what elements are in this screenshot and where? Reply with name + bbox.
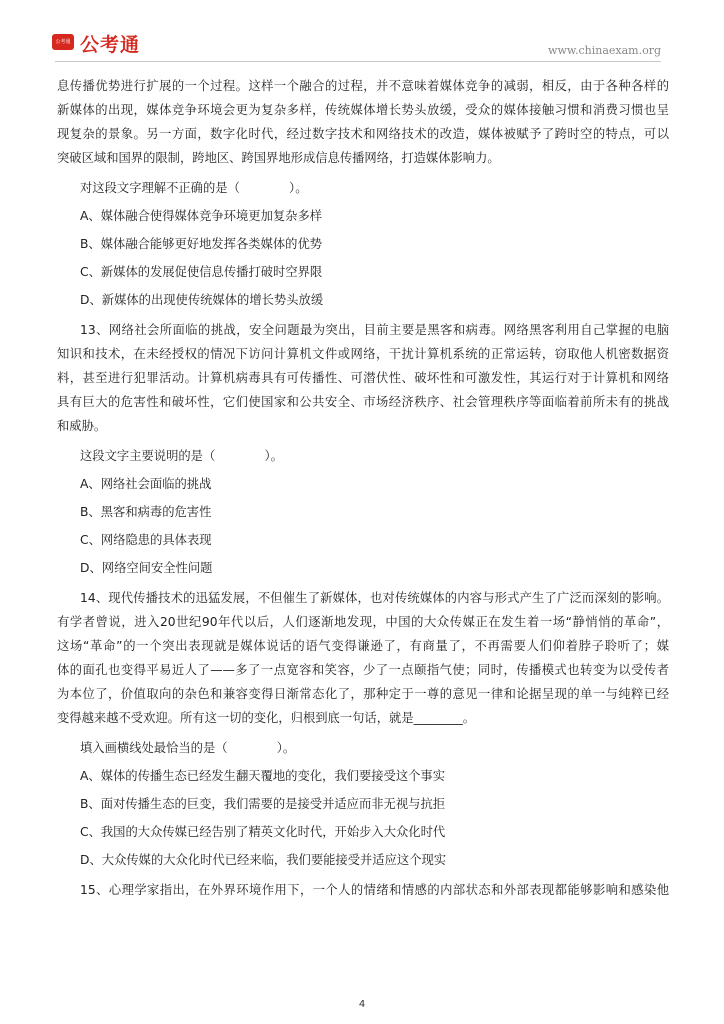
option-c: C、新媒体的发展促使信息传播打破时空界限 [80, 265, 323, 279]
option-c: C、网络隐患的具体表现 [80, 533, 212, 547]
passage-line: 为本位了，价值取向的杂色和兼容变得日渐常态化了，那种定于一尊的意见一律和论据呈现的单一与纯粹已经 [57, 687, 669, 701]
passage-line: 知识和技术，在未经授权的情况下访问计算机文件或网络，干扰计算机系统的正常运转，窃取他人机密数据资 [57, 347, 669, 361]
option-a: A、网络社会面临的挑战 [80, 477, 212, 491]
question-prompt: 对这段文字理解不正确的是（ ）。 [80, 181, 308, 195]
passage-line: 13、网络社会所面临的挑战，安全问题最为突出，目前主要是黑客和病毒。网络黑客利用自己掌握的电脑 [80, 323, 669, 337]
logo-text: 公考通 [80, 34, 141, 56]
option-d: D、大众传媒的大众化时代已经来临，我们要能接受并适应这个现实 [80, 853, 447, 867]
question-prompt: 填入画横线处最恰当的是（ ）。 [80, 741, 296, 755]
passage-line: 体的面孔也变得平易近人了——多了一点宽容和笑容，少了一点颐指气使；同时，传播模式也转变为以受传者 [57, 663, 669, 677]
passage-line: 新媒体的出现，媒体竞争环境会更为复杂多样，传统媒体增长势头放缓，受众的媒体接触习惯和消费习惯也呈 [57, 103, 669, 117]
site-url[interactable]: www.chinaexam.org [548, 44, 661, 57]
passage-line: 息传播优势进行扩展的一个过程。这样一个融合的过程，并不意味着媒体竞争的减弱，相反，由于各种各样的 [57, 79, 669, 93]
question-prompt: 这段文字主要说明的是（ ）。 [80, 449, 283, 463]
document-body [57, 74, 669, 902]
option-b: B、黑客和病毒的危害性 [80, 505, 212, 519]
passage-line: 变得越来越不受欢迎。所有这一切的变化，归根到底一句话，就是________。 [57, 711, 476, 725]
option-a: A、媒体的传播生态已经发生翻天覆地的变化，我们要接受这个事实 [80, 769, 446, 783]
logo-badge-icon: 公考通 [52, 34, 74, 50]
passage-line: 有学者曾说，进入20世纪90年代以后，人们逐渐地发现，中国的大众传媒正在发生着一场“静悄悄的革命”， [57, 615, 669, 629]
question-14 [57, 586, 669, 872]
passage-line: 料，甚至进行犯罪活动。计算机病毒具有可传播性、可潜伏性、破坏性和可激发性，其运行对于计算机和网络 [57, 371, 669, 385]
option-b: B、媒体融合能够更好地发挥各类媒体的优势 [80, 237, 323, 251]
passage-line: 15、心理学家指出，在外界环境作用下，一个人的情绪和情感的内部状态和外部表现都能够影响和感染他 [80, 883, 669, 897]
question-13 [57, 318, 669, 580]
passage-line: 现复杂的景象。另一方面，数字化时代，经过数字技术和网络技术的改造，媒体被赋予了跨时空的特点，可以 [57, 127, 669, 141]
option-c: C、我国的大众传媒已经告别了精英文化时代，开始步入大众化时代 [80, 825, 446, 839]
option-a: A、媒体融合使得媒体竞争环境更加复杂多样 [80, 209, 323, 223]
option-d: D、网络空间安全性问题 [80, 561, 213, 575]
header-divider [55, 61, 661, 62]
passage-12 [57, 74, 669, 312]
page-header [0, 0, 724, 64]
passage-line: 14、现代传播技术的迅猛发展，不但催生了新媒体，也对传统媒体的内容与形式产生了广泛而深刻的影响。 [80, 591, 669, 605]
passage-line: 这场“革命”的一个突出表现就是媒体说话的语气变得谦逊了，有商量了，不再需要人们仰着脖子聆听了；媒 [57, 639, 669, 653]
page-number: 4 [358, 999, 366, 1010]
question-15 [57, 878, 669, 902]
passage-line: 突破区域和国界的限制，跨地区、跨国界地形成信息传播网络，打造媒体影响力。 [57, 151, 500, 165]
passage-line: 具有巨大的危害性和破坏性，它们使国家和公共安全、市场经济秩序、社会管理秩序等面临着前所未有的挑战 [57, 395, 669, 409]
passage-line: 和威胁。 [57, 419, 107, 433]
option-b: B、面对传播生态的巨变，我们需要的是接受并适应而非无视与抗拒 [80, 797, 446, 811]
option-d: D、新媒体的出现使传统媒体的增长势头放缓 [80, 293, 324, 307]
